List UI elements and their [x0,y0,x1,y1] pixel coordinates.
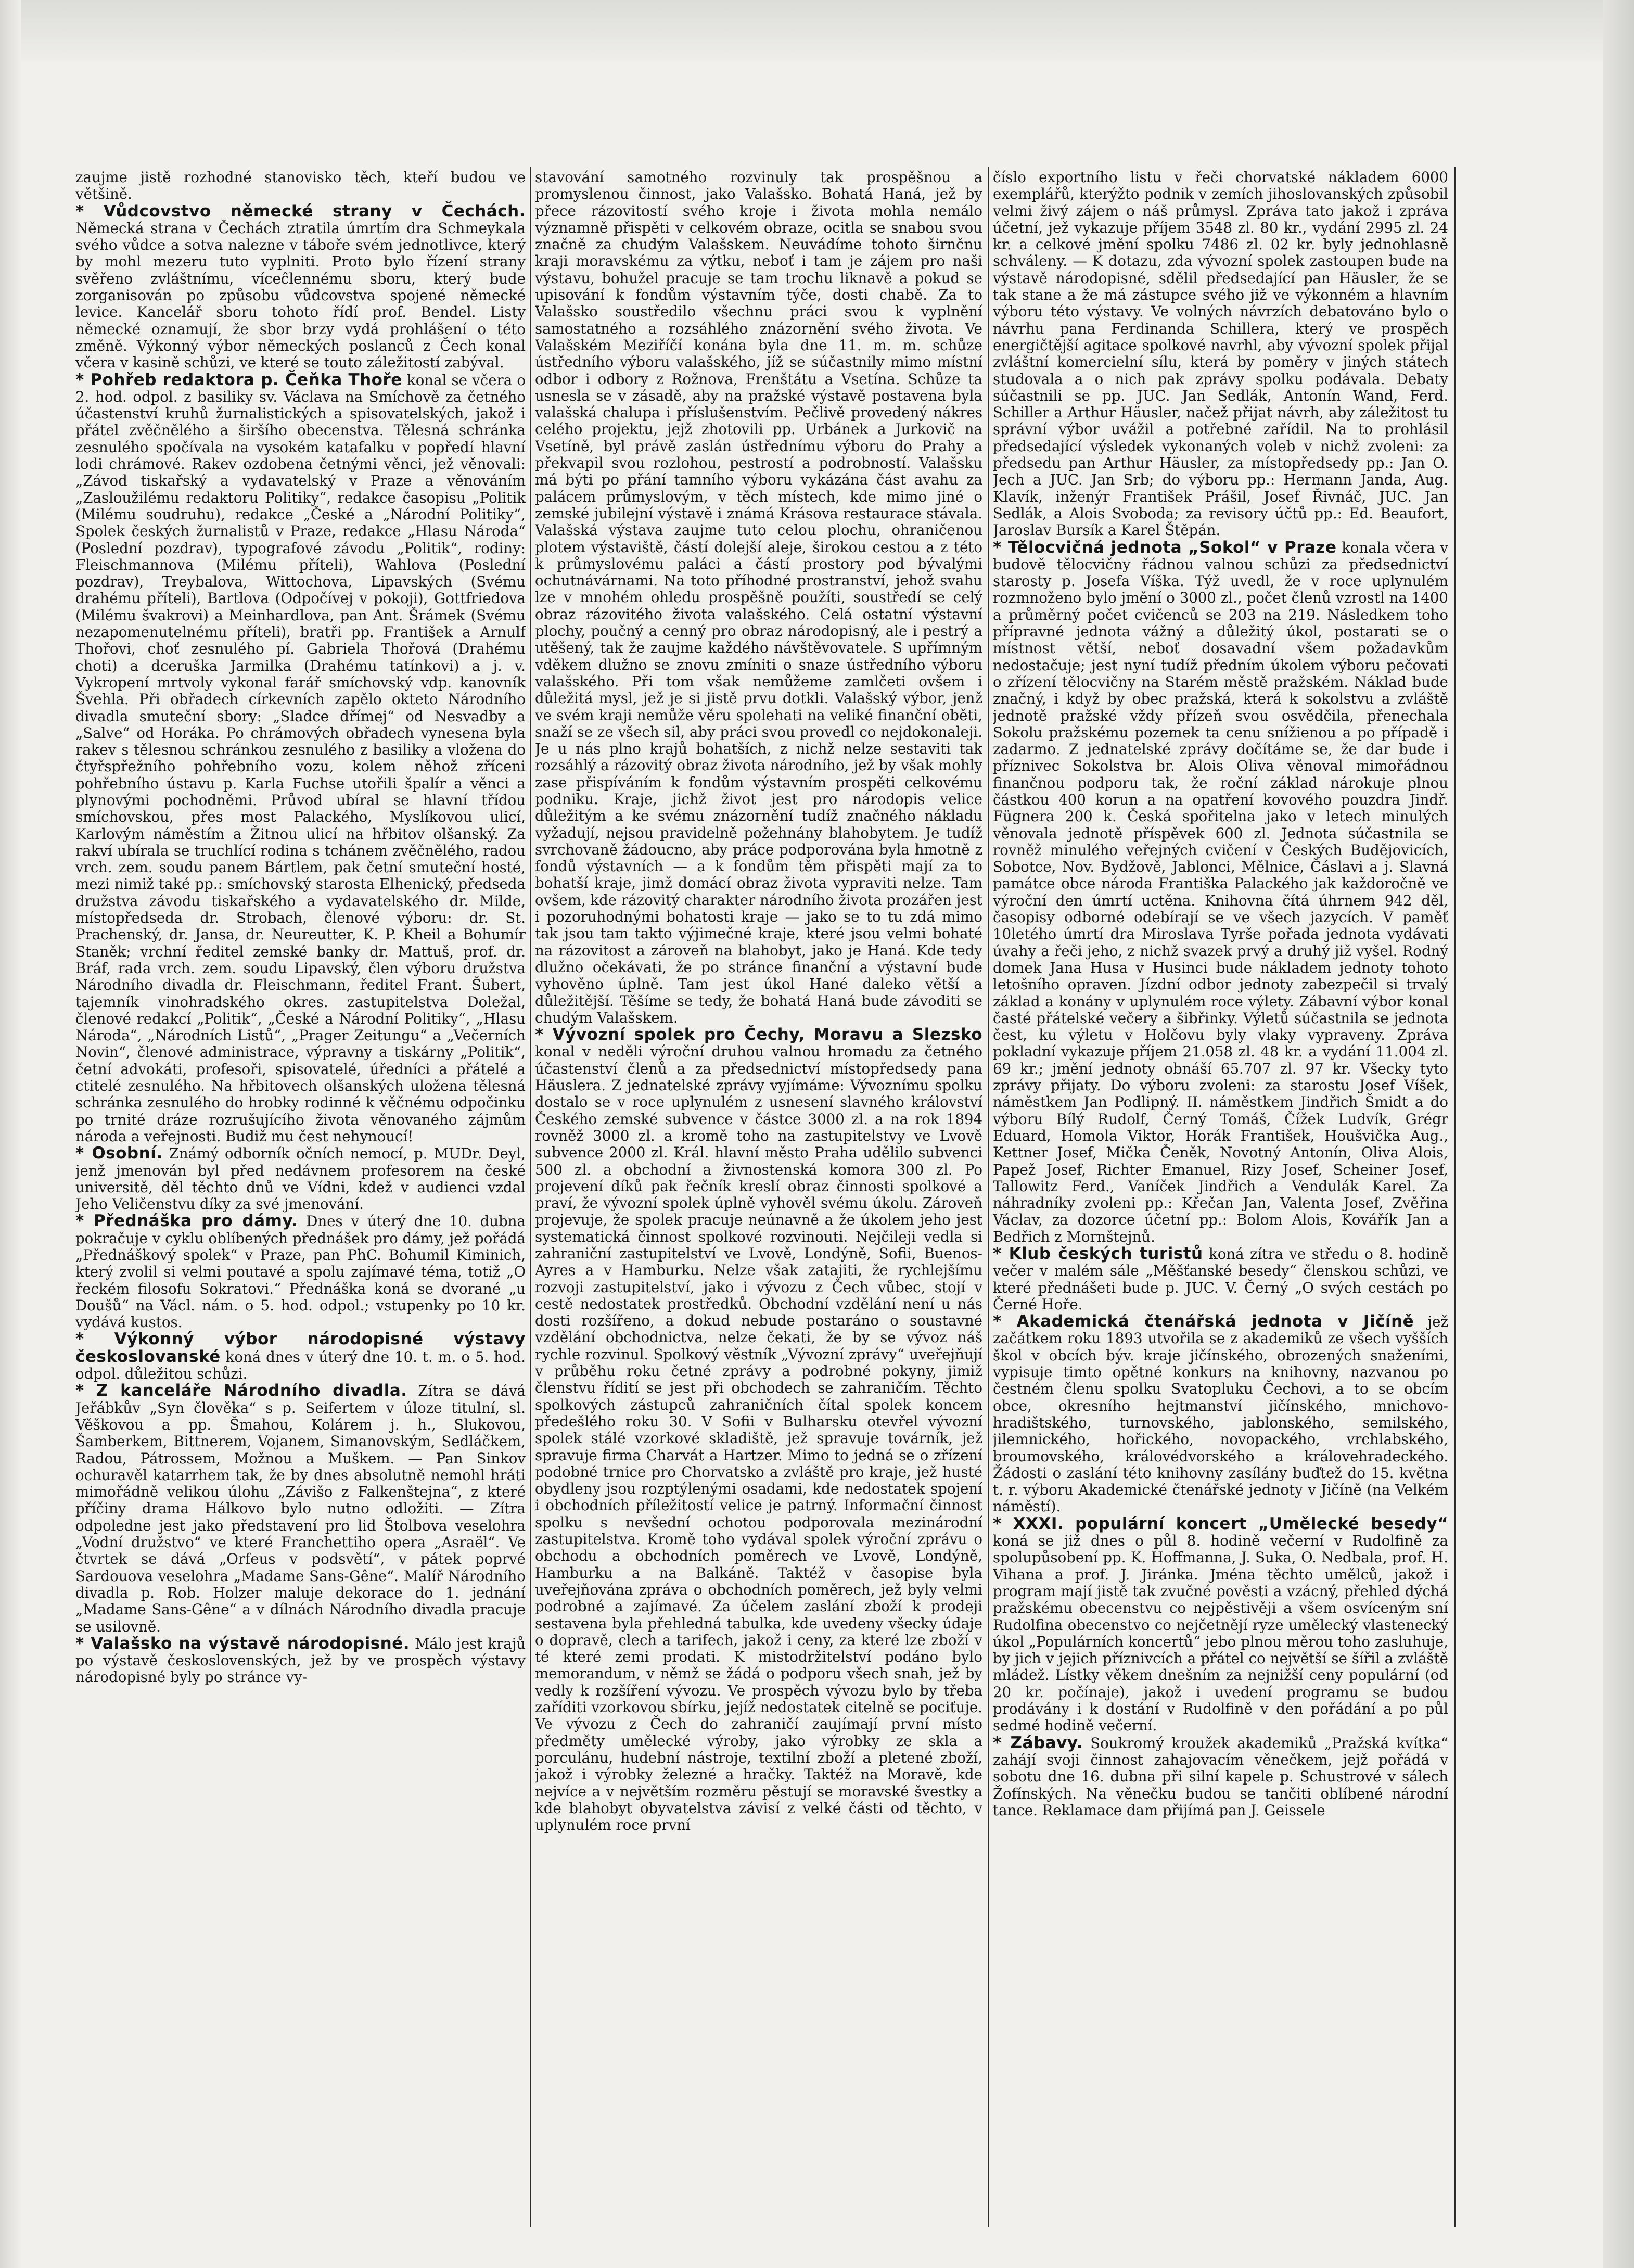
article-heading: * Zábavy. [993,1733,1083,1752]
article [993,1313,1448,1515]
article-heading: * Výkonný výbor národopisné výstavy českoslovanské [75,1330,526,1366]
article-body: číslo exportního listu v řeči chorvatské nákladem 6000 exemplářů, kterýžto podnik v zemích jihoslovanských způsobil velmi živý zájem o náš průmysl. Zpráva tato jakož i zpráva účetní, jež vykazuje příjem 3548 zl. 80 kr., vydání 2995 zl. 24 kr. a celkové jmění spolku 7486 zl. 02 kr. byly jednohlasně schváleny. — K dotazu, zda vývozní spolek zastoupen bude na výstavě národopisné, sdělil předsedající pan Häusler, že se tak stane a že má zástupce svého již ve výkonném a hlavním výboru této výstavy. Ve volných návrzích debatováno bylo o návrhu pana Ferdinanda Schillera, který ve prospěch energičtější agitace spolkové navrhl, aby vývozní spolek přijal zvláštní komercielní sílu, která by poměry v jiných státech studovala a o nich pak zprávy spolku podávala. Debaty súčastnili se pp. JUC. Jan Sedlák, Antonín Wand, Ferd. Schiller a Arthur Häusler, načež přijat návrh, aby záležitost tu správní výbor uvážil a potřebné zařídil. Na to prohlásil předsedající výsledek vykonaných voleb v nichž zvoleni: za předsedu pan Arthur Häusler, za místopředsedy pp.: Jan O. Jech a JUC. Jan Srb; do výboru pp.: Hermann Janda, Aug. Klavík, inženýr František Prášil, Josef Řivnáč, JUC. Jan Sedlák, a Alois Svoboda; za revisory účtů pp.: Ed. Beaufort, Jaroslav Bursík a Karel Štěpán. [993,169,1448,539]
article [75,203,526,372]
article-continuation [75,169,526,203]
article-heading: * Přednáška pro dámy. [75,1212,298,1231]
article-heading: * Akademická čtenářská jednota v Jičíně [993,1312,1414,1331]
article [75,1635,526,1686]
text-column-1 [75,169,526,2238]
article-body: koná zítra ve středu o 8. hodině večer v malém sále „Měšťanské besedy“ členskou schůzi, ve které přednášeti bude p. JUC. V. Černý „O svých cestách po Černé Hoře. [993,1245,1448,1313]
article-body: Málo jest krajů po výstavě československých, jež by ve prospěch výstavy národopisné byly po stránce vy- [75,1635,526,1686]
article-body: koná dnes v úterý dne 10. t. m. o 5. hod. odpol. důležitou schůzi. [75,1348,526,1383]
article-body: koná se již dnes o půl 8. hodině večerní v Rudolfině za spolupůsobení pp. K. Hoffmanna, J. Suka, O. Nedbala, prof. H. Vihana a prof. J. Jiránka. Jména těchto umělců, jakož i program mají jistě tak zvučné pověsti a vzácný, přehled dýchá pražskému obecenstvu co nejpěstivěji a všem osvíceným sní Rudolfina obecenstvo co nejčetnějí ryze umělecký vlastenecký úkol „Populárních koncertů“ jebo plnou měrou toho zasluhuje, by jich v jejich příznivcích a přátel co největší se šířil a zvláště mládež. Lístky věkem dnešním za nejnižší ceny populární (od 20 kr. počínaje), jakož i uvedení programu se budou prodávány i k dostání v Rudolfině v den pořádání a po půl sedmé hodině večerní. [993,1532,1448,1735]
scan-border-top [0,0,1634,62]
article-heading: * XXXI. populární koncert „Umělecké besedy“ [993,1514,1448,1533]
article [993,1735,1448,1819]
article [993,1515,1448,1735]
article-body: Dnes v úterý dne 10. dubna pokračuje v cyklu oblíbených přednášek pro dámy, jež pořádá „Přednáškový spolek“ v Praze, pan PhC. Bohumil Kiminich, který zvolil si velmi poutavé a spolu zajímavé téma, totiž „O řeckém filosofu Sokratovi.“ Přednáška koná se dvorané „u Doušů“ na Václ. nám. o 5. hod. odpol.; vstupenky po 10 kr. vydává kustos. [75,1213,526,1331]
article [75,1145,526,1213]
text-column-3 [993,169,1448,2238]
article [993,1245,1448,1313]
text-column-2 [535,169,982,2238]
article [75,372,526,1145]
article-body: Známý odborník očních nemocí, p. MUDr. Deyl, jenž jmenován byl před nedávnem profesorem na české universitě, děl těchto dnů ve Vídni, kdež v audienci vzdal Jeho Veličenstvu díky za své jmenování. [75,1145,526,1213]
article-body: jež začátkem roku 1893 utvořila se z akademiků ze všech vyšších škol v obcích býv. kraje jičínského, obrozených snaženími, vypisuje timto opětné konkurs na knihovny, nazvanou po čestném členu spolku Svatopluku Čechovi, a to se obcím obce, okresního hejtmanství jičínského, mnichovo-hradištského, turnovského, jablonského, semilského, jilemnického, hořického, novopackého, vrchlabského, broumovského, královédvorského a královehradeckého. Žádosti o zaslání této knihovny zasílány buďtež do 15. května t. r. výboru Akademické čtenářské jednoty v Jičíně (na Velkém náměstí). [993,1313,1448,1515]
column-rule [988,167,989,2227]
column-rule [530,167,531,2227]
article-body: stavování samotného rozvinuly tak prospěšnou a promyslenou činnost, jako Valašsko. Bohatá Haná, jež by přece rázovitostí svého kroje i života mohla nemálo významně přispěti v celkovém obraze, ocitla se snabou svou značně za chudým Valašskem. Neuvádíme tohoto širnčnu kraji moravskému za výtku, neboť i tam je zájem pro naši výstavu, bohužel pracuje se tam trochu liknavě a pokud se upisování k fondům výstavním týče, dosti chabě. Za to Valašsko soustředilo všechnu práci svou k vyplnění samostatného a rozsáhlého znázornění svého života. Ve Valašském Meziříčí konána byla dne 11. m. m. schůze ústředního výboru valašského, jíž se súčastnily mimo místní odbor i odbory z Rožnova, Frenštátu a Vsetína. Schůze ta usnesla se v zásadě, aby na pražské výstavě postavena byla valašská chalupa i příslušenstvím. Pečlivě provedený nákres celého projektu, jejž zhotovili pp. Urbánek a Jurkovič na Vsetíně, byl právě zaslán ústřednímu výboru do Prahy a překvapil svou rozlohou, pestrostí a podrobností. Valašsku má býti po přání tamního výboru vykázána část avahu za palácem průmyslovým, v těch místech, kde mimo jiné o zemské jubilejní výstavě i známá Krásova restaurace stávala. Valašská výstava zaujme tuto celou plochu, ohraničenou plotem výstaviště, částí dolejší aleje, širokou cestou a z této k průmyslovému paláci a částí prostory pod bývalými ochutnávárnami. Na toto příhodné prostranství, jehož svahu lze v mnohém ohledu prospěšně použíti, soustředí se celý obraz rázovitého života valašského. Celá ostatní výstavní plochy, poučný a cenný pro obraz národopisný, ale i pestrý a utěšený, tak že zaujme každého návštěvovatele. S upřímným vděkem dlužno se znovu zmíniti o snaze ústředního výboru valašského. Při tom však nemůžeme zamlčeti ovšem i důležitá mysl, jež je si jistě prvu dotkli. Valašský výbor, jenž ve svém kraji nemůže věru spolehati na veliké finanční oběti, snaží se ze všech sil, aby práci svou provedl co nejdokonaleji. Je u nás plno krajů bohatších, z nichž nelze sestaviti tak rozsáhlý a rázovitý obraz života národního, jež by však mohly zase přispíváním k fondům výstavním prospěti celkovému podniku. Kraje, jichž život jest pro národopis velice důležitým a ke svému znázornění tudíž značného nákladu vyžadují, nejsou pravidelně požehnány blahobytem. Je tudíž svrchovaně žádoucno, aby práce podporována byla hmotně z fondů výstavních — a k fondům těm přispěti mají za to bohatší kraje, jimž domácí obraz života vypraviti nelze. Tam ovšem, kde rázovitý charakter národního života prozářen jest i pozoruhodnými bohatosti kraje — jako se to tu zdá mimo tak jsou tam takto výjimečné kraje, které jsou velmi bohaté na rázovitost a zároveň na blahobyt, jako je Haná. Kde tedy dlužno očekávati, že po stránce finanční a výstavní bude vyhověno úplně. Tam jest úkol Hané daleko větší a důležitější. Těšíme se tedy, že bohatá Haná bude závoditi se chudým Valašskem. [535,169,982,1026]
article-heading: * Tělocvičná jednota „Sokol“ v Praze [993,538,1337,557]
article-heading: * Pohřeb redaktora p. Čeňka Thoře [75,370,402,389]
article-heading: * Z kanceláře Národního divadla. [75,1381,407,1400]
article-heading: * Vývozní spolek pro Čechy, Moravu a Slezsko [535,1025,982,1044]
article [75,1382,526,1635]
article-continuation [993,169,1448,539]
article-body: Soukromý kroužek akademiků „Pražská kvítka“ zahájí svoji činnost zahajovacím věnečkem, jejž pořádá v sobotu dne 16. dubna při silní kapele p. Schustrové v sálech Žofínských. Na věnečku budou se tančiti oblíbené národní tance. Reklamace dam přijímá pan J. Geissele [993,1734,1448,1819]
column-rule [1454,167,1456,2227]
article [993,539,1448,1245]
article [75,1213,526,1331]
article-heading: * Osobní. [75,1144,163,1163]
article-heading: * Vůdcovstvo německé strany v Čechách. [75,201,526,221]
scan-border-left [0,0,21,2268]
article-body: Německá strana v Čechách ztratila úmrtím dra Schmeykala svého vůdce a sotva nalezne v táboře svém jednotlivce, který by mohl mezeru tuto vyplniti. Proto bylo řízení strany svěřeno zvláštnímu, víceĉlennému sboru, který bude zorganisován po způsobu vůdcovstva spojené německé levice. Kancelář sboru tohoto řídí prof. Bendel. Listy německé oznamují, že sbor brzy vydá prohlášení o této změně. Výkonný výbor německých poslanců z Čech konal včera v kasině schůzi, ve které se touto záležitostí zabýval. [75,219,526,372]
article-heading: * Klub českých turistů [993,1244,1203,1263]
article [535,1026,982,1833]
article-body: Zítra se dává Jeřábkův „Syn člověka“ s p. Seifertem v úloze titulní, sl. Věškovou a pp. Šmahou, Kolárem j. h., Slukovou, Šamberkem, Bittnerem, Vojanem, Simanovským, Sedláčkem, Radou, Pátrossem, Možnou a Muškem. — Pan Sinkov ochuravěl katarrhem tak, že by dnes absolutně nemohl hráti mimořádně velikou úlohu „Závišo z Falkenštejna“, z které příčiny drama Hálkovo bylo nutno odložiti. — Zítra odpoledne jest jako představení pro lid Štolbova veselohra „Vodní družstvo“ ve které Franchettiho opera „Asraël“. Ve čtvrtek se dává „Orfeus v podsvětí“, v pátek poprvé Sardouova veselohra „Madame Sans-Gêne“. Malíř Národního divadla p. Rob. Holzer maluje dekorace do 1. jednání „Madame Sans-Gêne“ a v dílnách Národního divadla pracuje se usilovně. [75,1382,526,1635]
scan-border-right [1603,0,1634,2268]
article-continuation [535,169,982,1026]
article-body: konal se včera o 2. hod. odpol. z basiliky sv. Václava na Smíchově za četného účastenství kruhů žurnalistických a spisovatelských, jakož i přátel zvěčnělého a širšího obecenstva. Tělesná schránka zesnulého spočívala na vysokém katafalku v popředí hlavní lodi chrámové. Rakev ozdobena četnými věnci, jež věnovali: „Závod tiskařský a vydavatelský v Praze a věnováním „Zasloužilému redaktoru Politiky“, redakce časopisu „Politik (Milému soudruhu), redakce „České a „Národní Politiky“, Spolek českých žurnalistů v Praze, redakce „Hlasu Národa“ (Poslední pozdrav), typografové závodu „Politik“, rodiny: Fleischmannova (Milému příteli), Wahlova (Poslední pozdrav), Treybalova, Wittochova, Lipavských (Svému drahému příteli), Bartlova (Odpočívej v pokoji), Gottfriedova (Milému švakrovi) a Meinhardlova, pan Ant. Šrámek (Svému nezapomenutelnému příteli), bratři pp. František a Arnulf Thořovi, choť zesnulého pí. Gabriela Thořová (Drahému choti) a dceruška Jarmilka (Drahému tatínkovi) a j. v. Vykropení mrtvoly vykonal farář smíchovský vdp. kanovník Švehla. Při obřadech církevních zapělo okteto Národního divadla smuteční sbory: „Sladce dřímej“ od Nesvadby a „Salve“ od Horáka. Po chrámových obřadech vynesena byla rakev s tělesnou schránkou zesnulého z basiliky a vložena do čtyřspřežního pohřebního vozu, kolem něhož zříceni pohřebního ústavu p. Karla Fuchse utořili špalír a věnci a plynovými pochodněmi. Průvod ubíral se hlavní třídou smíchovskou, přes most Palackého, Myslíkovou ulicí, Karlovým náměstím a Žitnou ulicí na hřbitov olšanský. Za rakví ubírala se truchlící rodina s tchánem zvěčnělého, radou vrch. zem. soudu panem Bártlem, pak četní smuteční hosté, mezi nimiž také pp.: smíchovský starosta Elhenický, předseda družstva závodu tiskařského a vydavatelského dr. Milde, místopředseda dr. Strobach, členové výboru: dr. St. Prachenský, dr. Jansa, dr. Neureutter, K. P. Kheil a Bohumír Staněk; vrchní ředitel zemské banky dr. Mattuš, prof. dr. Bráf, rada vrch. zem. soudu Lipavský, člen výboru družstva Národního divadla dr. Fleischmann, ředitel Frant. Šubert, tajemník vinohradského okres. zastupitelstva Doležal, členové redakcí „Politik“, „České a Národní Politiky“, „Hlasu Národa“, „Národních Listů“, „Prager Zeitungu“ a „Večerních Novin“, členové administrace, výpravny a tiskárny „Politik“, četní advokáti, profesoři, spisovatelé, úředníci a přátelé a ctitelé zesnulého. Na hřbitovech olšanských uložena tělesná schránka zesnulého do hrobky rodinné k věčnému odpočinku po trnité dráze rozrušujícího života věnovaného zájmům národa a veřejnosti. Budiž mu čest nehynoucí! [75,371,526,1145]
article-body: konal v neděli výroční druhou valnou hromadu za četného účastenství členů a za předsednictví místopředsedy pana Häuslera. Z jednatelské zprávy vyjímáme: Vývoznímu spolku dostalo se v roce uplynulém z usnesení slavného království Českého zemské subvence v částce 3000 zl. a na rok 1894 rovněž 3000 zl. a kromě toho na zastupitelstvy ve Lvově subvence 2000 zl. Král. hlavní město Praha udělilo subvenci 500 zl. a obchodní a živnostenská komora 300 zl. Po projevení díků pak řečník kreslí obraz činnosti spolkové a praví, že vývozní spolek úplně vyhověl svému úkolu. Zároveň projevuje, že spolek pracuje neúnavně a že úkolem jeho jest systematická činnost spolkové rozvinouti. Nejčileji vedla si zahraniční zastupitelství ve Lvově, Londýně, Sofii, Buenos-Ayres a v Hamburku. Nelze však zatajiti, že rychlejšímu rozvoji zastupitelství, jako i vývozu z Čech vůbec, stojí v cestě nedostatek prostředků. Obchodní vzdělání není u nás dosti rozšířeno, a dokud nebude postaráno o soustavné vzdělání obchodnictva, nelze čekati, že by se vývoz náš rychle rozvinul. Spolkový věstník „Vývozní zprávy“ uveřejňují v průběhu roku četné zprávy a podrobné pokyny, jimiž členstvu řídití se jest při obchodech se zahraničím. Těchto spolkových zástupců zahraničních čítal spolek koncem předešlého roku 30. V Sofii v Bulharsku otevřel vývozní spolek stálé vzorkové skladiště, jež spravuje továrník, jež spravuje firma Charvát a Hartzer. Mimo to jedná se o zřízení podobné trnice pro Chorvatsko a zvláště pro kraje, jež husté obydleny jsou rozptýlenými osadami, kde nedostatek spojení i obchodních příležitostí velice je patrný. Informační činnost spolku s nevšední ochotou podporovala mezinárodní zastupitelstva. Kromě toho vydával spolek výroční zprávu o obchodu a obchodních poměrech ve Lvově, Londýně, Hamburku a na Balkáně. Taktéž v časopise byla uveřejňována zpráva o obchodních poměrech, jež byly velmi podrobné a zajímavé. Za účelem zaslání zboží k prodeji sestavena byla přehledná tabulka, kde uvedeny všecky údaje o dopravě, clech a tarifech, jakož i ceny, za které lze zboží v té které zemi prodati. K mistodržitelství podáno bylo memorandum, v němž se žádá o podporu všech snah, jež by vedly k rozšíření vývozu. Ve prospěch vývozu bylo by třeba zaříditi vzorkovou sbírku, jejíž nedostatek citelně se pociťuje. Ve vývozu z Čech do zahraničí zaujímají první místo předměty umělecké výroby, jako výrobky ze skla a porculánu, hudební nástroje, textilní zboží a pletené zboží, jakož i výrobky železné a hračky. Taktéž na Moravě, kde nejvíce a v největším rozměru pěstují se moravské švestky a kde blahobyt obyvatelstva závisí z velké části od těchto, v uplynulém roce první [535,1043,982,1834]
article-body: konala včera v budově tělocvičny řádnou valnou schůzi za předsednictví starosty p. Josefa Víška. Týž uvedl, že v roce uplynulém rozmnoženo bylo jmění o 3000 zl., počet členů vzrostl na 1400 a průměrný počet cvičenců se 203 na 219. Následkem toho přípravné jednota vážný a důležitý úkol, postarati se o místnost větší, neboť dosavadní všem požadavkům nedostačuje; jest nyní tudíž předním úkolem výboru pečovati o zřízení tělocvičny na Starém městě pražském. Náklad bude značný, i když by obec pražská, která k sokolstvu a zvláště jednotě pražské vždy přízeň svou osvědčila, přenechala Sokolu pražskému pozemek ta cenu snížienou a po případě i zadarmo. Z jednatelské zprávy dočítáme se, že dar bude i přízniveс Sokolstva br. Alois Oliva věnoval mimořádnou finančnou podporu tak, že roční základ nárokuje plnou částkou 400 korun a na opatření kovového pouzdra Jindř. Fügnera 200 k. Česká spořitelna jako v letech minulých věnovala jednotě příspěvek 600 zl. Jednota súčastnila se rovněž minulého veřejných cvičení v Českých Budějovicích, Sobotce, Nov. Bydžově, Jablonci, Mělnice, Čáslavi a j. Slavná památce obce národa Františka Palackého jak každoročně ve výroční den úmrtí uctěna. Knihovna čítá úhrnem 942 děl, časopisy odborné odebírají se ve všech jazycích. V paměť 10letého úmrtí dra Miroslava Tyrše pořada jednota vydávati úvahy a řeči jeho, z nichž svazek prvý a druhý již vyšel. Rodný domek Jana Husa v Husinci bude nákladem jednoty tohoto letošního opraven. Jízdní odbor jednoty zabezpečil si trvalý základ a konány v uplynulém roce výlety. Zábavní výbor konal časté přátelské večery a šibřinky. Výletů súčastnila se jednota čest, ku výletu v Holčovu byly vlaky vypraveny. Zpráva pokladní vykazuje příjem 21.058 zl. 48 kr. a vydání 11.004 zl. 69 kr.; jmění jednoty obnáší 65.707 zl. 97 kr. Všecky tyto zprávy přijaty. Do výboru zvoleni: za starostu Josef Víšek, náměstkem Jan Podlipný. II. náměstkem Jindřich Šmidt a do výboru Bílý Rudolf, Černý Tomáš, Čížek Ludvík, Grégr Eduard, Homola Viktor, Horák František, Houšvička Aug., Kettner Josef, Mička Čeněk, Novotný Antonín, Oliva Alois, Papež Josef, Richter Emanuel, Rizy Josef, Scheiner Josef, Tallowitz Ferd., Vaníček Jindřich a Vendulák Karel. Za náhradníky zvoleni pp.: Křečan Jan, Valenta Josef, Zvěřina Václav, za dozorce účetní pp.: Bolom Alois, Kovářík Jan a Bedřich z Mornštejnů. [993,539,1448,1245]
article-heading: * Valašsko na výstavě národopisné. [75,1634,410,1653]
article [75,1331,526,1382]
article-body: zaujme jistě rozhodné stanovisko těch, kteří budou ve většině. [75,169,526,203]
